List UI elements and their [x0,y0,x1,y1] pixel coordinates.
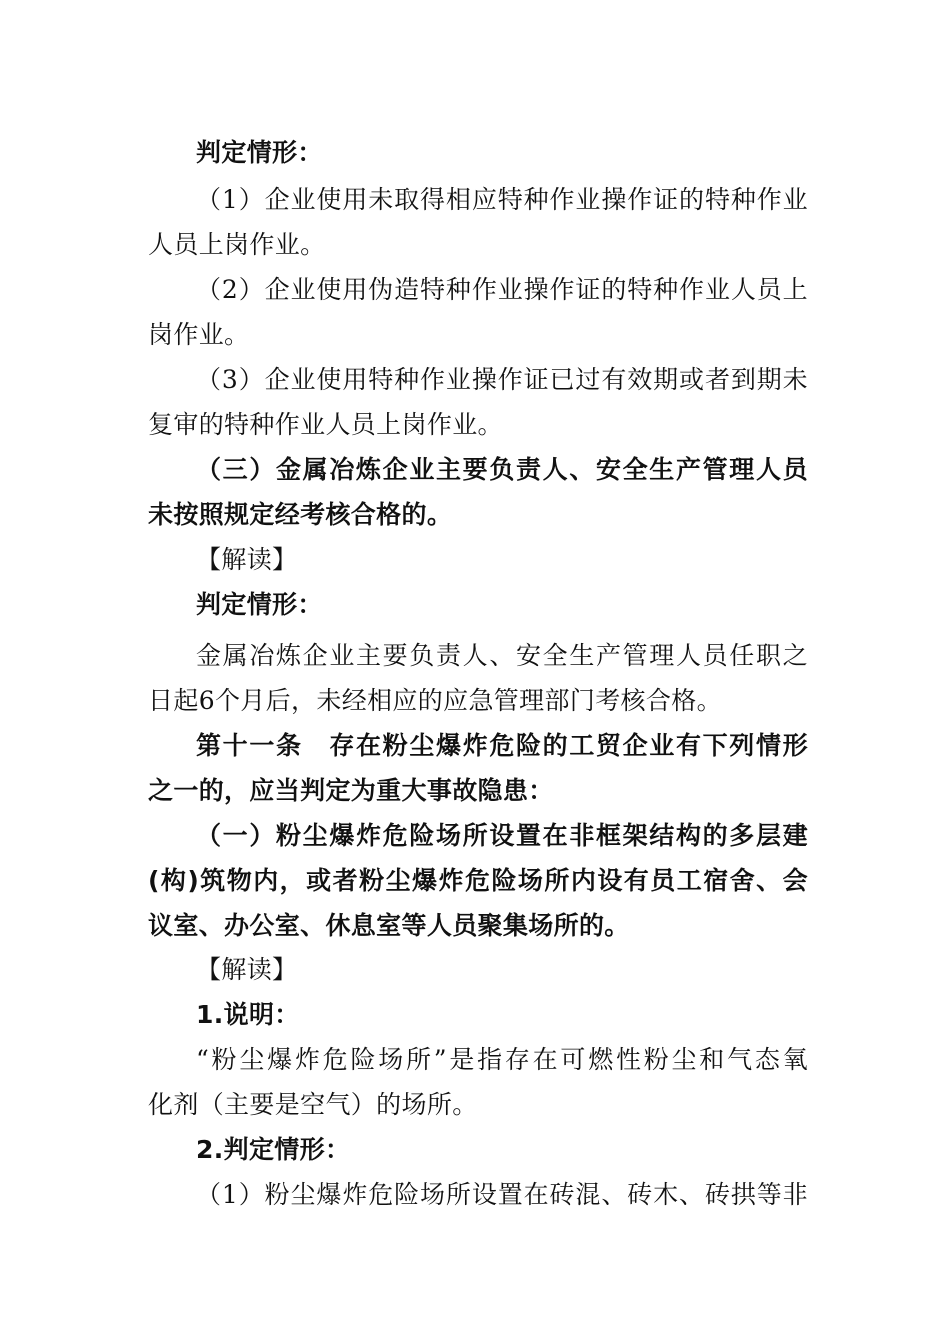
paragraph-line: （1）企业使用未取得相应特种作业操作证的特种作业 [196,185,808,214]
article-heading: 第十一条 存在粉尘爆炸危险的工贸企业有下列情形 [196,731,808,760]
heading-judgment-cases: 判定情形： [196,590,323,619]
paragraph-line: （3）企业使用特种作业操作证已过有效期或者到期未 [196,365,808,394]
clause-heading: （一）粉尘爆炸危险场所设置在非框架结构的多层建 [196,821,808,850]
paragraph-line: 化剂（主要是空气）的场所。 [148,1090,478,1119]
paragraph-line: “粉尘爆炸危险场所”是指存在可燃性粉尘和气态氧 [196,1045,808,1074]
heading-judgment-cases: 判定情形： [196,138,323,167]
clause-heading: （三）金属冶炼企业主要负责人、安全生产管理人员 [196,455,808,484]
paragraph-line: （2）企业使用伪造特种作业操作证的特种作业人员上 [196,275,808,304]
clause-heading: 未按照规定经考核合格的。 [148,500,453,529]
paragraph-line: 日起6个月后，未经相应的应急管理部门考核合格。 [148,686,722,715]
paragraph-line: 金属冶炼企业主要负责人、安全生产管理人员任职之 [196,641,808,670]
paragraph-line: 岗作业。 [148,320,250,349]
paragraph-line: 复审的特种作业人员上岗作业。 [148,410,503,439]
paragraph-line: （1）粉尘爆炸危险场所设置在砖混、砖木、砖拱等非 [196,1180,808,1209]
section-heading-judgment: 2.判定情形： [196,1135,351,1164]
article-heading: 之一的，应当判定为重大事故隐患： [148,776,554,805]
interpretation-label: 【解读】 [196,545,298,574]
clause-heading: (构)筑物内，或者粉尘爆炸危险场所内设有员工宿舍、会 [148,866,808,895]
interpretation-label: 【解读】 [196,955,298,984]
paragraph-line: 人员上岗作业。 [148,230,326,259]
clause-heading: 议室、办公室、休息室等人员聚集场所的。 [148,911,630,940]
section-heading-explanation: 1.说明： [196,1000,300,1029]
